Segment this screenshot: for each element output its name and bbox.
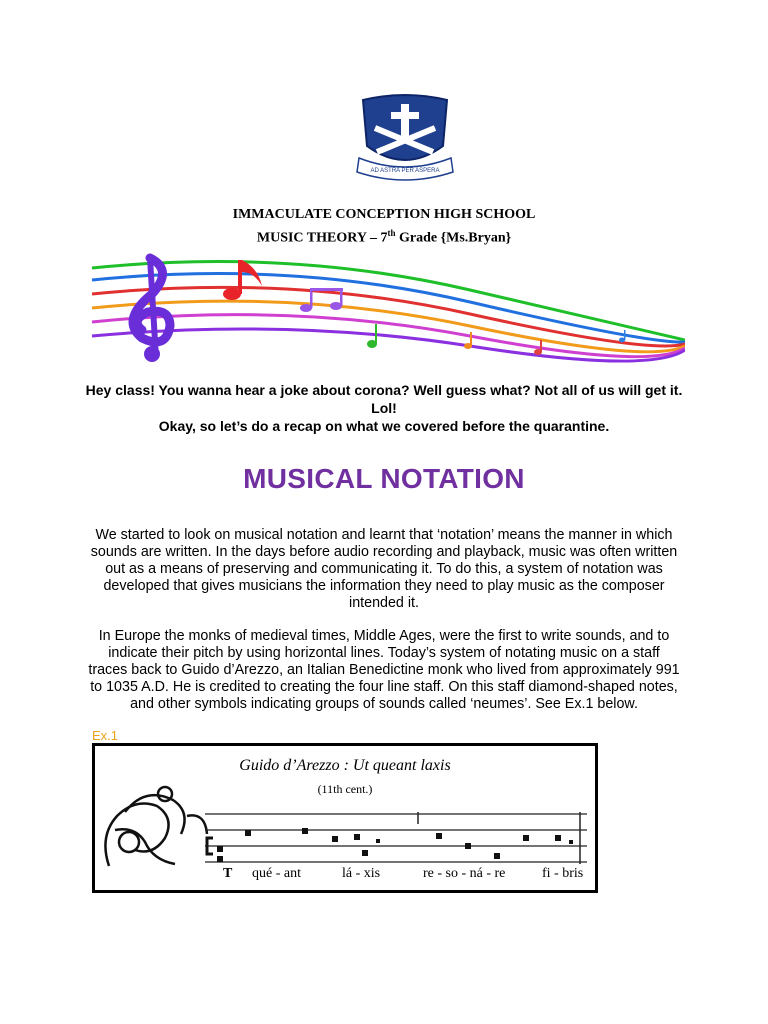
intro-joke — [80, 381, 688, 435]
example-subtitle: (11th cent.) — [317, 782, 373, 796]
school-header — [0, 205, 768, 248]
course-prefix: MUSIC THEORY – 7 — [256, 230, 388, 246]
paragraph-medieval-history: In Europe the monks of medieval times, Middle Ages, were the first to write sounds, and to indicate their pitch by using horizontal lines. Today’s system of notating music on a staff traces back to Guido d’Arezzo, an Italian Benedictine monk who lived from approximately 991 to 1035 A.D. He is credited to creating the four line staff. On this staff diamond-shaped notes, and other symbols indicating groups of sounds called ‘neumes’. See Ex.1 below. — [88, 628, 680, 712]
course-line — [0, 224, 768, 248]
course-grade-sup: th — [387, 228, 396, 238]
syllable-ut: T — [223, 866, 233, 881]
four-line-staff — [205, 814, 587, 862]
section-title: MUSICAL NOTATION — [243, 463, 525, 494]
example-title: Guido d’Arezzo : Ut queant laxis — [239, 757, 451, 774]
ornamental-initial-icon — [105, 787, 207, 866]
neume-notation-example-image — [92, 743, 598, 893]
syllable-resonare: re - so - ná - re — [423, 866, 506, 881]
paragraph-notation-definition: We started to look on musical notation and learnt that ‘notation’ means the manner in which sounds are written. In the days before audio recording and playback, music was often written out as a means of preserving and communicating it. To do this, a system of notation was developed that gives musicians the information they need to play music as the composer intended it. — [90, 527, 678, 611]
intro-line-2: Okay, so let’s do a recap on what we covered before the quarantine. — [158, 418, 610, 434]
music-staff-banner-image — [90, 250, 685, 370]
eighth-note-icon — [223, 260, 262, 300]
syllable-fibris: fi - bris — [542, 866, 584, 881]
course-suffix: Grade {Ms.Bryan} — [395, 230, 512, 246]
school-name: IMMACULATE CONCEPTION HIGH SCHOOL — [232, 207, 536, 222]
example-label: Ex.1 — [92, 728, 119, 743]
syllable-laxis: lá - xis — [342, 866, 381, 881]
syllable-queant: qué - ant — [252, 866, 301, 881]
crest-motto: AD ASTRA PER ASPERA — [370, 168, 440, 174]
school-crest-logo — [345, 88, 465, 188]
intro-line-1: Hey class! You wanna hear a joke about corona? Well guess what? Not all of us will get it. Lol! — [85, 382, 683, 416]
neume-notes — [217, 828, 573, 862]
treble-clef-icon — [133, 258, 170, 362]
